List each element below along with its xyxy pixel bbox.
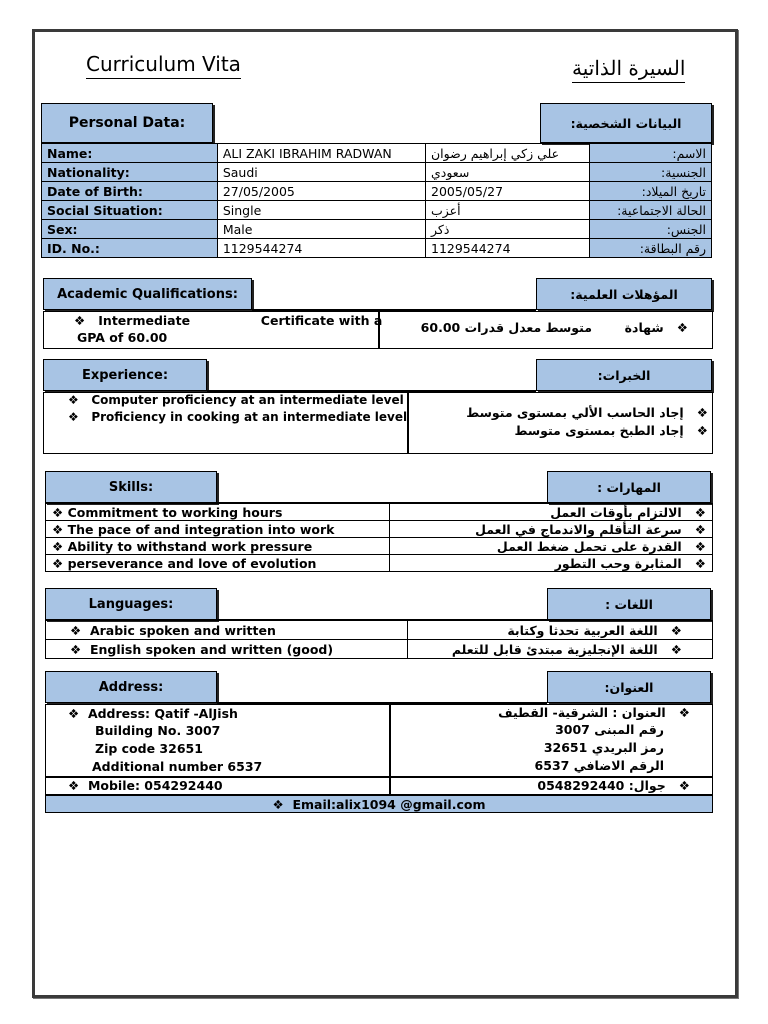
skills-table: [45, 503, 713, 572]
title-arabic: السيرة الذاتية: [572, 56, 685, 83]
address-text: Address: Qatif -AlJish: [87, 706, 238, 721]
experience-header-en: Experience:: [43, 359, 207, 391]
table-row: [42, 201, 712, 220]
bullet-icon: ❖: [70, 641, 82, 657]
email-text: Email:alix1094 @gmail.com: [292, 796, 486, 812]
skill-en: [46, 538, 390, 555]
table-row: [46, 538, 713, 555]
bullet-icon: ❖: [694, 555, 706, 571]
language-ar: [408, 621, 713, 640]
experience-item-ar: إجاد الطبخ بمستوى متوسط: [514, 423, 684, 438]
skill-text-ar: المثابرة وحب التطور: [554, 555, 682, 571]
table-row: [46, 640, 713, 659]
mobile-text: Mobile: 054292440: [87, 778, 223, 793]
languages-table: [45, 620, 713, 659]
bullet-icon: ❖: [52, 504, 64, 520]
languages-header-ar: اللغات :: [547, 588, 711, 620]
skill-text-ar: سرعة التأقلم والاندماج في العمل: [475, 521, 682, 537]
skill-text-ar: القدرة على تحمل ضغط العمل: [496, 538, 682, 554]
bullet-icon: ❖: [670, 641, 682, 657]
mobile-text-ar: 0548292440 :جوال: [537, 778, 666, 793]
bullet-icon: ❖: [68, 410, 79, 424]
table-row: [46, 621, 713, 640]
mobile-en: [68, 778, 223, 793]
languages-header-en: Languages:: [45, 588, 217, 620]
label-ar: الحالة الاجتماعية:: [589, 201, 711, 220]
academic-text: GPA of 60.00: [77, 330, 168, 345]
bullet-icon: ❖: [52, 521, 64, 537]
label-ar: تاريخ الميلاد:: [589, 182, 711, 201]
experience-item-ar: إجاد الحاسب الألي بمستوى متوسط: [466, 405, 684, 420]
bullet-icon: ❖: [694, 504, 706, 520]
list-item: [430, 405, 708, 420]
skills-header-ar: المهارات :: [547, 471, 711, 503]
academic-text: Intermediate: [98, 313, 191, 328]
bullet-icon: ❖: [678, 778, 690, 793]
personal-header-en: Personal Data:: [41, 103, 213, 143]
language-text: English spoken and written (good): [89, 641, 334, 657]
bullet-icon: ❖: [694, 521, 706, 537]
language-ar: [408, 640, 713, 659]
value-ar: 2005/05/27: [426, 182, 590, 201]
academic-header-en: Academic Qualifications:: [43, 278, 252, 310]
value-ar: أعزب: [426, 201, 590, 220]
table-row: [46, 504, 713, 521]
skill-en: [46, 555, 390, 572]
skill-ar: [390, 538, 713, 555]
bullet-icon: ❖: [272, 796, 284, 812]
skill-en: [46, 504, 390, 521]
address-text-ar: الرقم الاضافي 6537: [534, 758, 664, 773]
table-row: [42, 163, 712, 182]
divider: [407, 392, 409, 454]
skill-text-ar: الالتزام بأوقات العمل: [550, 504, 682, 520]
label-en: Social Situation:: [42, 201, 218, 220]
value-en: Male: [217, 220, 425, 239]
address-line: [68, 706, 238, 721]
bullet-icon: ❖: [68, 778, 80, 793]
bullet-icon: ❖: [670, 622, 682, 638]
value-ar: علي زكي إبراهيم رضوان: [426, 144, 590, 163]
bullet-icon: ❖: [676, 320, 688, 335]
bullet-icon: ❖: [694, 538, 706, 554]
skill-text: perseverance and love of evolution: [67, 555, 317, 571]
academic-text-ar: متوسط معدل قدرات 60.00: [420, 320, 592, 335]
skill-en: [46, 521, 390, 538]
bullet-icon: ❖: [52, 555, 64, 571]
value-en: Single: [217, 201, 425, 220]
value-ar: سعودي: [426, 163, 590, 182]
bullet-icon: ❖: [70, 622, 82, 638]
table-row: [42, 144, 712, 163]
academic-text-ar: شهادة: [624, 320, 664, 335]
list-item: [68, 393, 404, 407]
table-row: [42, 182, 712, 201]
label-en: Nationality:: [42, 163, 218, 182]
table-row: [46, 521, 713, 538]
label-en: ID. No.:: [42, 239, 218, 258]
address-text-ar: رمز البريدي 32651: [543, 740, 664, 755]
address-header-en: Address:: [45, 671, 217, 703]
bullet-icon: ❖: [52, 538, 64, 554]
value-en: Saudi: [217, 163, 425, 182]
table-row: [42, 239, 712, 258]
list-item: [430, 423, 708, 438]
label-en: Date of Birth:: [42, 182, 218, 201]
bullet-icon: ❖: [74, 313, 86, 328]
language-text: Arabic spoken and written: [89, 622, 276, 638]
address-header-ar: العنوان:: [547, 671, 711, 703]
language-text-ar: اللغة الإنجليزية مبتدئ قابل للتعلم: [451, 641, 658, 657]
value-ar: ذكر: [426, 220, 590, 239]
table-row: [42, 220, 712, 239]
skill-ar: [390, 521, 713, 538]
academic-text: Certificate with a: [260, 313, 383, 328]
experience-item: Proficiency in cooking at an intermediate level: [91, 410, 408, 424]
address-line-ar: [450, 705, 690, 720]
personal-header-ar: البيانات الشخصية:: [540, 103, 712, 143]
bullet-icon: ❖: [696, 405, 708, 420]
label-ar: رقم البطاقة:: [589, 239, 711, 258]
skill-text: Commitment to working hours: [67, 504, 283, 520]
personal-table: [41, 143, 712, 258]
label-ar: الاسم:: [589, 144, 711, 163]
address-text: Zip code 32651: [95, 741, 203, 756]
mobile-ar: [450, 778, 690, 793]
value-en: 1129544274: [217, 239, 425, 258]
value-en: 27/05/2005: [217, 182, 425, 201]
experience-header-ar: الخبرات:: [536, 359, 712, 391]
bullet-icon: ❖: [68, 706, 80, 721]
experience-item: Computer proficiency at an intermediate level: [91, 393, 404, 407]
label-ar: الجنسية:: [589, 163, 711, 182]
label-en: Sex:: [42, 220, 218, 239]
language-en: [46, 621, 408, 640]
address-text-ar: رقم المبنى 3007: [555, 722, 664, 737]
bullet-icon: ❖: [678, 705, 690, 720]
label-ar: الجنس:: [589, 220, 711, 239]
skill-text: The pace of and integration into work: [67, 521, 335, 537]
skills-header-en: Skills:: [45, 471, 217, 503]
address-text: Additional number 6537: [92, 759, 263, 774]
title-english: Curriculum Vita: [86, 52, 241, 79]
academic-line1: [74, 313, 382, 328]
value-en: ALI ZAKI IBRAHIM RADWAN: [217, 144, 425, 163]
skill-ar: [390, 555, 713, 572]
bullet-icon: ❖: [68, 393, 79, 407]
list-item: [68, 410, 407, 424]
skill-ar: [390, 504, 713, 521]
bullet-icon: ❖: [696, 423, 708, 438]
address-text: Building No. 3007: [95, 723, 221, 738]
label-en: Name:: [42, 144, 218, 163]
address-text-ar: العنوان : الشرقية- القطيف: [498, 705, 666, 720]
academic-header-ar: المؤهلات العلمية:: [536, 278, 712, 310]
skill-text: Ability to withstand work pressure: [67, 538, 313, 554]
language-text-ar: اللغة العربية تحدثا وكتابة: [507, 622, 658, 638]
table-row: [46, 555, 713, 572]
value-ar: 1129544274: [426, 239, 590, 258]
email-row: [45, 795, 713, 813]
academic-line-ar: [420, 320, 688, 335]
language-en: [46, 640, 408, 659]
